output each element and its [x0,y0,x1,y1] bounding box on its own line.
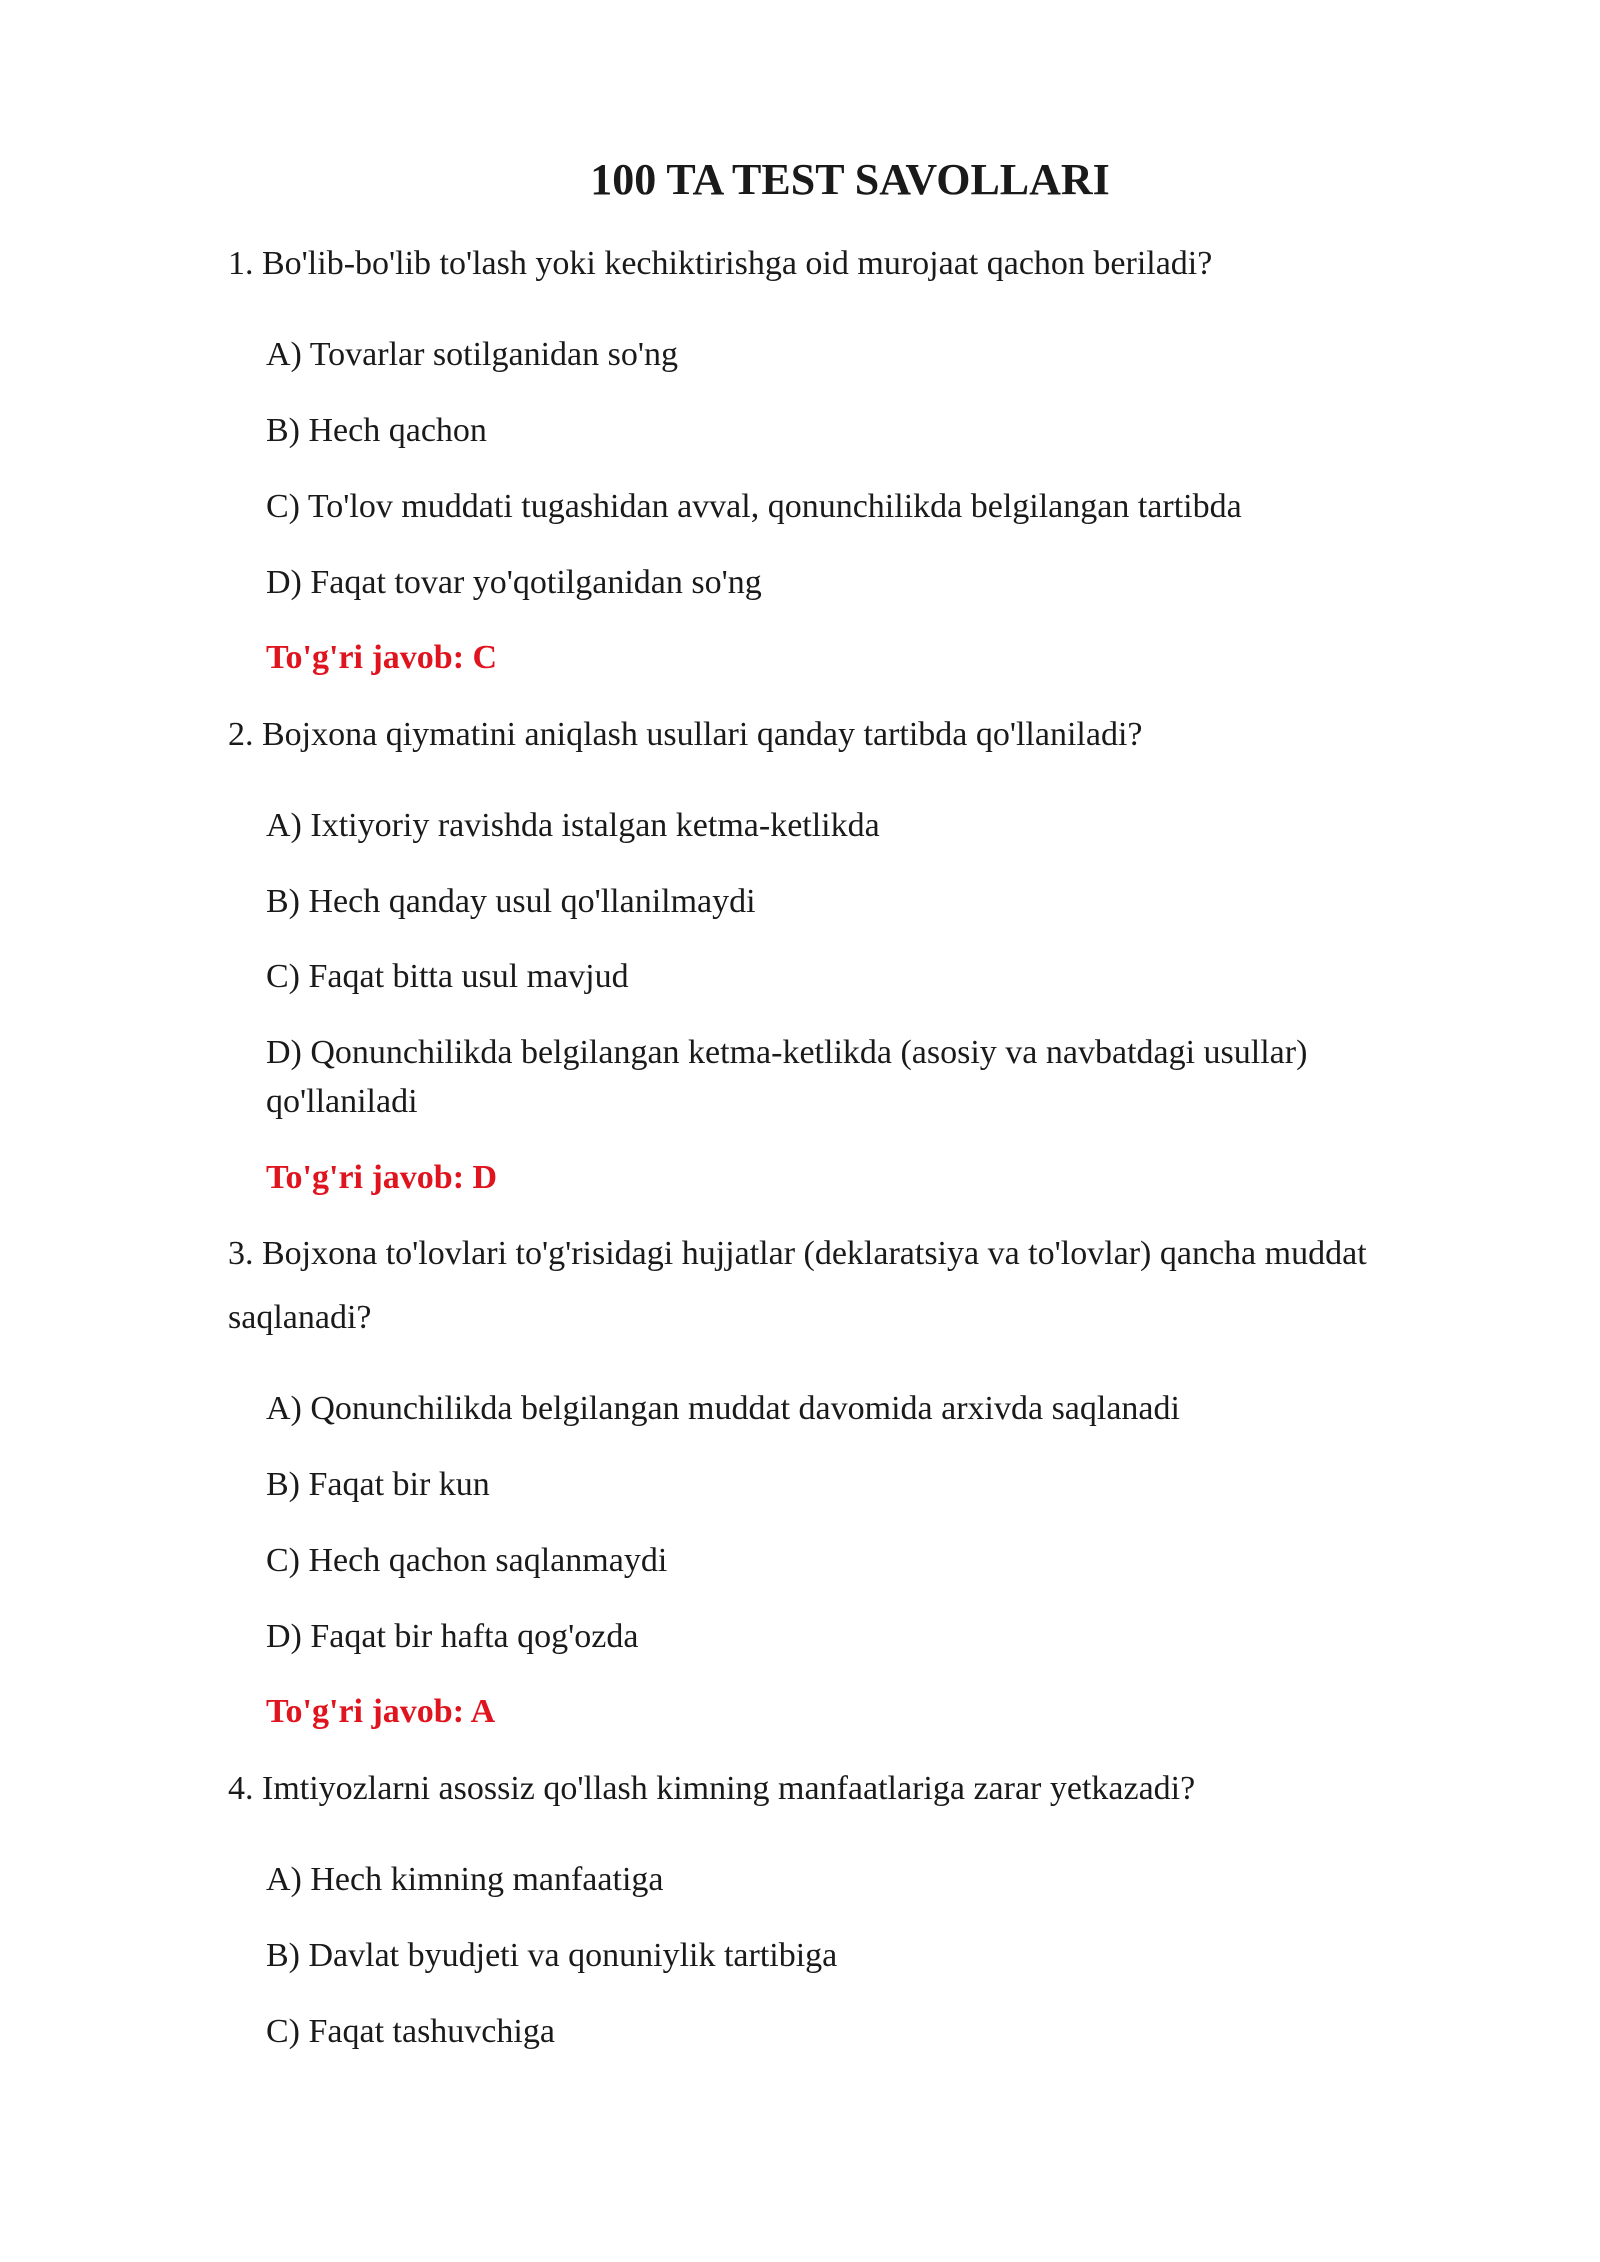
question-3-option-c: C) Hech qachon saqlanmaydi [266,1542,668,1579]
question-1-text: 1. Bo'lib-bo'lib to'lash yoki kechiktirishga oid murojaat qachon beriladi? [228,245,1213,282]
question-3-answer: To'g'ri javob: A [266,1693,496,1730]
question-4-option-c: C) Faqat tashuvchiga [266,2013,555,2050]
question-1-option-c: C) To'lov muddati tugashidan avval, qonunchilikda belgilangan tartibda [266,488,1242,525]
question-3-text: 3. Bojxona to'lovlari to'g'risidagi hujjatlar (deklaratsiya va to'lovlar) qancha muddat saqlanadi? [228,1235,1367,1336]
question-1-option-a: A) Tovarlar sotilganidan so'ng [266,336,678,373]
question-3-option-a: A) Qonunchilikda belgilangan muddat davomida arxivda saqlanadi [266,1390,1180,1427]
question-4-option-b: B) Davlat byudjeti va qonuniylik tartibiga [266,1937,838,1974]
page-title: 100 TA TEST SAVOLLARI [590,155,1110,204]
question-4-text: 4. Imtiyozlarni asossiz qo'llash kimning manfaatlariga zarar yetkazadi? [228,1770,1196,1807]
question-2-option-d: D) Qonunchilikda belgilangan ketma-ketlikda (asosiy va navbatdagi usullar) qo'llaniladi [266,1034,1308,1120]
question-1-option-b: B) Hech qachon [266,412,487,449]
question-3-option-b: B) Faqat bir kun [266,1466,490,1503]
question-2-option-b: B) Hech qanday usul qo'llanilmaydi [266,883,756,920]
question-1-answer: To'g'ri javob: C [266,639,498,676]
question-2-option-c: C) Faqat bitta usul mavjud [266,958,629,995]
question-2-text: 2. Bojxona qiymatini aniqlash usullari qanday tartibda qo'llaniladi? [228,716,1143,753]
question-1-option-d: D) Faqat tovar yo'qotilganidan so'ng [266,564,762,601]
question-4-option-a: A) Hech kimning manfaatiga [266,1861,664,1898]
question-2-option-a: A) Ixtiyoriy ravishda istalgan ketma-ketlikda [266,807,880,844]
question-3-option-d: D) Faqat bir hafta qog'ozda [266,1618,639,1655]
question-2-answer: To'g'ri javob: D [266,1159,498,1196]
